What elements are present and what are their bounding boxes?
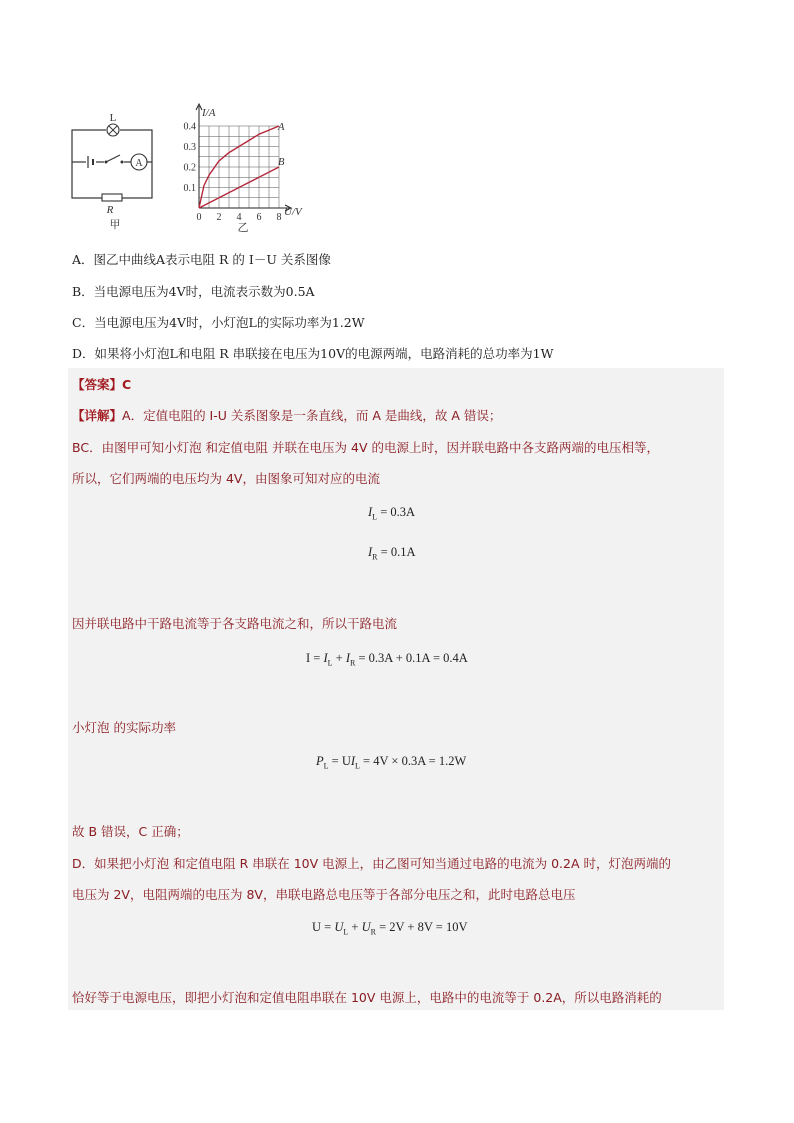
graph-axes [196,104,291,211]
equation-il: $I_L = 0.3A$ [368,505,416,522]
detail-power-line: 小灯泡 的实际功率 [72,720,176,735]
x-tick-label: 6 [256,212,262,223]
equation-i: $I = I_L + I_R = 0.3A + 0.1A = 0.4A$ [306,651,468,668]
detail-bc-line2: 所以，它们两端的电压均为 4V，由图象可知对应的电流 [72,471,380,486]
answer-value: C [122,377,132,392]
figure-yi-caption: 乙 [237,221,249,234]
y-axis-label: I/A [202,107,216,119]
detail-bc-result: 故 B 错误，C 正确； [72,824,189,839]
detail-bc-line1: BC．由图甲可知小灯泡 和定值电阻 并联在电压为 4V 的电源上时，因并联电路中各支路两端的电压相等， [72,440,659,455]
y-tick-label: 0.2 [183,162,196,174]
iu-graph [172,100,312,235]
option-d: D．如果将小灯泡L和电阻 R 串联接在电压为10V的电源两端，电路消耗的总功率为1W [72,346,554,361]
y-tick-label: 0.3 [183,142,196,153]
option-b: B．当电源电压为4V时，电流表示数为0.5A [72,284,315,299]
curve-a-label: A [278,122,285,133]
option-c: C．当电源电压为4V时，小灯泡L的实际功率为1.2W [72,315,365,330]
x-tick-label: 0 [196,212,202,223]
equation-u: $U = U_L + U_R = 2V + 8V = 10V$ [312,920,468,937]
option-a: A．图乙中曲线A表示电阻 R 的 I－U 关系图像 [72,252,331,267]
answer-line [72,375,131,393]
ammeter-symbol [131,154,147,170]
figure-jia-caption: 甲 [109,218,121,231]
lamp-symbol [106,124,120,136]
y-tick-label: 0.1 [183,183,196,194]
detail-label: 【详解】 [72,408,123,423]
equation-p: $P_L = UI_L = 4V \times 0.3A = 1.2W$ [316,754,467,771]
x-tick-label: 8 [276,212,282,223]
circuit-diagram [68,108,168,233]
curve-b-label: B [278,157,285,168]
detail-line-a [72,406,501,424]
detail-d-line1: D．如果把小灯泡 和定值电阻 R 串联在 10V 电源上，由乙图可知当通过电路的电流为 0.2A 时，灯泡两端的 [72,856,672,871]
graph-grid [199,126,279,208]
lamp-label: L [109,112,117,124]
answer-label: 【答案】 [72,377,123,392]
battery-symbol [86,156,96,168]
y-tick-label: 0.4 [183,121,196,133]
x-axis-label: U/V [284,206,302,218]
ammeter-label: A [135,158,143,169]
detail-d-line3: 恰好等于电源电压，即把小灯泡和定值电阻串联在 10V 电源上，电路中的电流等于 0.2A，所以电路消耗的 [72,990,662,1005]
detail-trunk-line: 因并联电路中干路电流等于各支路电流之和，所以干路电流 [72,616,398,631]
detail-d-line2: 电压为 2V，电阻两端的电压为 8V，串联电路总电压等于各部分电压之和，此时电路总电压 [72,887,576,902]
detail-a-text: A．定值电阻的 I-U 关系图象是一条直线，而 A 是曲线，故 A 错误； [122,408,502,423]
resistor-label: R [106,204,114,216]
x-tick-label: 2 [216,212,222,223]
x-tick-label: 4 [236,212,242,223]
resistor-symbol [102,194,122,201]
explanation-panel [68,368,724,1010]
equation-ir: $I_R = 0.1A$ [368,545,416,562]
